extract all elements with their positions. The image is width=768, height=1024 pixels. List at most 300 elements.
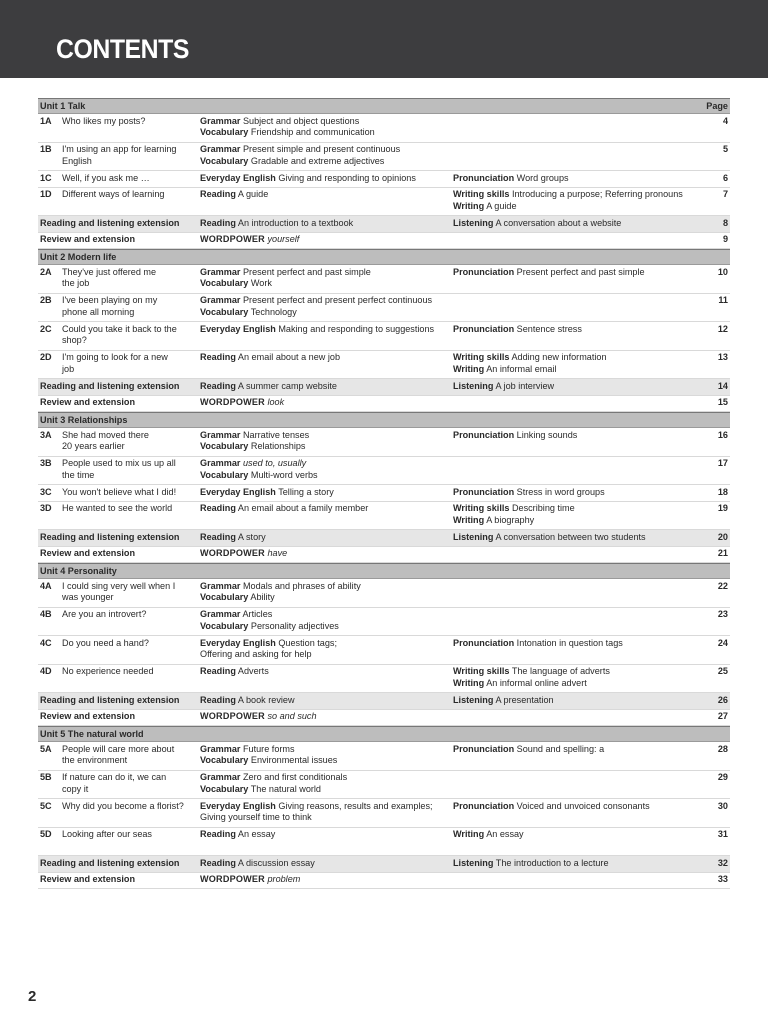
wordpower-word: look — [267, 397, 285, 407]
review-title: Review and extension — [40, 874, 136, 884]
skill-line — [200, 638, 452, 650]
wordpower-word: so and such — [267, 711, 317, 721]
grammar-vocab-cell — [200, 666, 452, 678]
skill-line — [200, 173, 452, 185]
extension-title: Reading and listening extension — [40, 857, 180, 868]
skill-name: Grammar — [200, 295, 241, 305]
skill-value: An essay — [237, 829, 276, 839]
skill-value: An essay — [486, 829, 524, 839]
lesson-row — [38, 322, 730, 351]
skill-line — [453, 532, 715, 544]
wordpower-word: problem — [267, 874, 301, 884]
skill-line — [200, 156, 452, 168]
unit-header — [38, 249, 730, 265]
skill-name: Listening — [453, 857, 494, 868]
skill-value: Sound and spelling: a — [516, 743, 605, 754]
lesson-title-line: I've been playing on my — [62, 295, 158, 305]
skill-line — [200, 592, 452, 604]
grammar-vocab-cell — [200, 695, 452, 707]
skill-value: The introduction to a lecture — [495, 857, 609, 868]
skill-line — [453, 173, 715, 185]
extension-row — [38, 530, 730, 547]
skill-line — [200, 430, 452, 442]
skill-name: Writing — [453, 363, 485, 374]
skill-line — [453, 858, 715, 870]
pronunciation-writing-cell — [453, 829, 715, 841]
skill-value: A summer camp website — [237, 380, 337, 391]
grammar-vocab-cell — [200, 458, 452, 481]
skill-name: Writing — [453, 677, 485, 688]
lesson-title-line: Who likes my posts? — [62, 115, 146, 126]
skill-line — [200, 295, 452, 307]
lesson-title-line: job — [62, 363, 75, 374]
grammar-vocab-cell — [200, 381, 452, 393]
lesson-code: 5C — [40, 800, 52, 811]
skill-line — [200, 189, 452, 201]
extension-title: Reading and listening extension — [40, 694, 180, 705]
grammar-vocab-cell — [200, 295, 452, 318]
skill-value: A presentation — [495, 694, 554, 705]
lesson-row — [38, 485, 730, 502]
skill-name: Listening — [453, 217, 494, 228]
wordpower-cell — [200, 234, 452, 246]
page-reference: 25 — [717, 666, 728, 676]
skill-name: Vocabulary — [200, 127, 249, 137]
skill-name: Everyday English — [200, 637, 276, 648]
skill-name: Everyday English — [200, 800, 276, 811]
lesson-code: 4D — [40, 666, 52, 676]
unit-label: Unit 3 Relationships — [40, 414, 128, 425]
pronunciation-writing-cell — [453, 267, 715, 279]
lesson-title-line: You won't believe what I did! — [62, 486, 177, 497]
lesson-title — [62, 666, 198, 678]
pronunciation-writing-cell — [453, 858, 715, 870]
skill-name: Reading — [200, 531, 236, 542]
skill-name: Listening — [453, 380, 494, 391]
skill-line — [453, 503, 715, 515]
lesson-title — [62, 772, 198, 795]
unit-header — [38, 98, 730, 114]
skill-name: Grammar — [200, 772, 241, 782]
lesson-code: 1A — [40, 115, 52, 126]
lesson-title-line: No experience needed — [62, 666, 154, 676]
lesson-title-line: the job — [62, 278, 90, 288]
skill-line — [200, 352, 452, 364]
skill-value: Articles — [242, 609, 273, 619]
pronunciation-writing-cell — [453, 532, 715, 544]
pronunciation-writing-cell — [453, 218, 715, 230]
skill-value: The language of adverts — [511, 666, 610, 676]
lesson-title-line: She had moved there — [62, 429, 149, 440]
skill-name: Pronunciation — [453, 637, 515, 648]
review-title: Review and extension — [40, 234, 136, 244]
skill-line — [200, 649, 452, 661]
skill-line — [200, 381, 452, 393]
lesson-title-line: Looking after our seas — [62, 829, 152, 839]
skill-name: Writing — [453, 829, 485, 839]
lesson-row — [38, 828, 730, 857]
skill-name: Reading — [200, 666, 236, 676]
grammar-vocab-cell — [200, 609, 452, 632]
page-reference: 11 — [718, 295, 728, 305]
skill-value: Word groups — [516, 172, 569, 183]
pronunciation-writing-cell — [453, 352, 715, 375]
skill-line — [200, 744, 452, 756]
lesson-code: 2B — [40, 295, 52, 305]
page-reference: 8 — [722, 217, 728, 228]
skill-name: Vocabulary — [200, 783, 249, 794]
pronunciation-writing-cell — [453, 324, 715, 336]
grammar-vocab-cell — [200, 352, 452, 364]
skill-line — [453, 638, 715, 650]
skill-line — [453, 324, 715, 336]
skill-name: Listening — [453, 694, 494, 705]
skill-name: Vocabulary — [200, 278, 249, 288]
skill-line — [200, 755, 452, 767]
skill-value: Voiced and unvoiced consonants — [516, 800, 650, 811]
lesson-row — [38, 171, 730, 188]
skill-value: Technology — [250, 306, 297, 317]
skill-value: Adverts — [237, 666, 269, 676]
skill-value: Stress in word groups — [516, 486, 605, 497]
skill-line — [453, 666, 715, 678]
skill-line — [200, 532, 452, 544]
skill-name: Pronunciation — [453, 323, 515, 334]
page-reference: 31 — [717, 829, 728, 839]
skill-name: Pronunciation — [453, 172, 515, 183]
skill-value: used to, usually — [242, 458, 307, 468]
lesson-title — [62, 267, 198, 290]
review-title: Review and extension — [40, 548, 136, 558]
pronunciation-writing-cell — [453, 695, 715, 707]
skill-value: Sentence stress — [516, 323, 582, 334]
skill-line — [200, 267, 452, 279]
pronunciation-writing-cell — [453, 487, 715, 499]
lesson-code: 5D — [40, 829, 52, 839]
skill-name: Vocabulary — [200, 469, 249, 480]
skill-line — [200, 307, 452, 319]
lesson-title-line: I could sing very well when I — [62, 580, 176, 591]
grammar-vocab-cell — [200, 144, 452, 167]
page-reference: 20 — [717, 531, 728, 542]
skill-line — [200, 116, 452, 128]
skill-name: Writing skills — [453, 666, 510, 676]
skill-name: Grammar — [200, 580, 241, 591]
lesson-row — [38, 143, 730, 172]
page-reference: 12 — [717, 323, 728, 334]
skill-line — [453, 267, 715, 279]
skill-value: Question tags; — [278, 637, 337, 648]
review-row — [38, 233, 730, 250]
lesson-row — [38, 502, 730, 531]
extension-row — [38, 856, 730, 873]
lesson-title-line: English — [62, 155, 92, 166]
skill-name: Reading — [200, 829, 236, 839]
review-row — [38, 710, 730, 727]
skill-value: Linking sounds — [516, 429, 578, 440]
page-column-label: Page — [706, 101, 728, 111]
lesson-title — [62, 487, 198, 499]
skill-line — [453, 430, 715, 442]
skill-line — [200, 278, 452, 290]
skill-value: Zero and first conditionals — [242, 772, 348, 782]
lesson-title-line: I'm going to look for a new — [62, 352, 168, 362]
skill-value: Ability — [250, 592, 275, 602]
skill-line — [453, 829, 715, 841]
lesson-row — [38, 188, 730, 217]
skill-value: Subject and object questions — [242, 115, 360, 126]
page-reference: 21 — [717, 548, 728, 558]
page-reference: 33 — [717, 874, 728, 884]
skill-name: Reading — [200, 217, 236, 228]
skill-line — [200, 144, 452, 156]
skill-name: Vocabulary — [200, 755, 249, 765]
extension-title: Reading and listening extension — [40, 531, 180, 542]
wordpower-label: WORDPOWER — [200, 234, 265, 244]
skill-line — [200, 487, 452, 499]
pronunciation-writing-cell — [453, 666, 715, 689]
skill-value: An introduction to a textbook — [237, 217, 354, 228]
review-row — [38, 873, 730, 890]
page-reference: 19 — [717, 503, 728, 513]
skill-value: Personality adjectives — [250, 620, 339, 631]
skill-line — [453, 487, 715, 499]
skill-name: Reading — [200, 503, 236, 513]
grammar-vocab-cell — [200, 858, 452, 870]
skill-name: Listening — [453, 531, 494, 542]
lesson-title-line: was younger — [62, 592, 114, 602]
skill-value: Introducing a purpose; Referring pronouns — [511, 189, 683, 199]
skill-line — [200, 458, 452, 470]
skill-line — [200, 470, 452, 482]
skill-value: An informal email — [486, 363, 557, 374]
wordpower-word: have — [267, 548, 288, 558]
wordpower-cell — [200, 548, 452, 560]
lesson-code: 5A — [40, 743, 52, 754]
skill-line — [200, 801, 452, 813]
unit-label: Unit 1 Talk — [40, 100, 86, 111]
extension-row — [38, 379, 730, 396]
skill-value: Adding new information — [511, 352, 607, 362]
lesson-title — [62, 295, 198, 318]
page-reference: 28 — [717, 743, 728, 754]
wordpower-cell — [200, 711, 452, 723]
page-reference: 18 — [717, 486, 728, 497]
skill-line — [453, 201, 715, 213]
skill-line — [453, 189, 715, 201]
page-reference: 24 — [717, 637, 728, 648]
lesson-title-line: copy it — [62, 783, 89, 794]
review-row — [38, 547, 730, 564]
skill-value: An email about a family member — [237, 503, 369, 513]
skill-name: Pronunciation — [453, 429, 515, 440]
skill-value: Modals and phrases of ability — [242, 580, 361, 591]
grammar-vocab-cell — [200, 267, 452, 290]
skill-name: Everyday English — [200, 323, 276, 334]
grammar-vocab-cell — [200, 744, 452, 767]
skill-value: A book review — [237, 694, 295, 705]
skill-line — [453, 744, 715, 756]
lesson-title — [62, 581, 198, 604]
wordpower-label: WORDPOWER — [200, 397, 265, 407]
grammar-vocab-cell — [200, 116, 452, 139]
lesson-title — [62, 638, 198, 650]
lesson-row — [38, 428, 730, 457]
page-reference: 13 — [717, 352, 728, 362]
skill-name: Reading — [200, 857, 236, 868]
page-title: CONTENTS — [56, 34, 189, 64]
lesson-code: 3C — [40, 486, 52, 497]
skill-value: A guide — [237, 189, 269, 199]
skill-name: Grammar — [200, 743, 241, 754]
grammar-vocab-cell — [200, 801, 452, 824]
page-reference: 16 — [717, 429, 728, 440]
lesson-title-line: I'm using an app for learning — [62, 144, 177, 154]
skill-value: A story — [237, 531, 266, 542]
page-reference: 4 — [722, 115, 728, 126]
unit-header — [38, 412, 730, 428]
page-reference: 27 — [717, 711, 728, 721]
page-reference: 5 — [722, 144, 728, 154]
skill-line — [200, 127, 452, 139]
skill-line — [453, 801, 715, 813]
skill-name: Reading — [200, 380, 236, 391]
lesson-row — [38, 665, 730, 694]
skill-name: Writing — [453, 514, 485, 525]
lesson-row — [38, 608, 730, 637]
wordpower-label: WORDPOWER — [200, 711, 265, 721]
skill-value: The natural world — [250, 783, 321, 794]
page-reference: 23 — [717, 609, 728, 619]
skill-name: Vocabulary — [200, 592, 249, 602]
pronunciation-writing-cell — [453, 430, 715, 442]
skill-line — [453, 218, 715, 230]
skill-value: Making and responding to suggestions — [278, 323, 435, 334]
lesson-title-line: Do you need a hand? — [62, 637, 149, 648]
skill-value: Telling a story — [278, 486, 334, 497]
lesson-title — [62, 352, 198, 375]
header-band — [0, 0, 768, 78]
skill-value: An email about a new job — [237, 352, 341, 362]
page-reference: 32 — [717, 857, 728, 868]
skill-line — [200, 829, 452, 841]
skill-name: Grammar — [200, 458, 241, 468]
skill-name: Pronunciation — [453, 800, 515, 811]
grammar-vocab-cell — [200, 430, 452, 453]
page-reference: 7 — [722, 189, 728, 199]
skill-line — [453, 352, 715, 364]
skill-line — [453, 364, 715, 376]
lesson-row — [38, 742, 730, 771]
wordpower-label: WORDPOWER — [200, 548, 265, 558]
skill-value: Giving reasons, results and examples; — [278, 800, 433, 811]
lesson-title — [62, 430, 198, 453]
lesson-title — [62, 173, 198, 185]
skill-line — [200, 609, 452, 621]
skill-value: Present perfect and past simple — [242, 266, 371, 277]
lesson-title-line: People used to mix us up all — [62, 458, 176, 468]
pronunciation-writing-cell — [453, 503, 715, 526]
grammar-vocab-cell — [200, 772, 452, 795]
lesson-code: 3A — [40, 429, 52, 440]
skill-name: Writing skills — [453, 352, 510, 362]
grammar-vocab-cell — [200, 218, 452, 230]
grammar-vocab-cell — [200, 581, 452, 604]
skill-line — [200, 218, 452, 230]
wordpower-cell — [200, 874, 452, 886]
page-reference: 17 — [717, 458, 728, 468]
skill-line — [200, 695, 452, 707]
lesson-row — [38, 799, 730, 828]
page-reference: 30 — [717, 800, 728, 811]
lesson-title-line: He wanted to see the world — [62, 503, 173, 513]
skill-name: Vocabulary — [200, 155, 249, 166]
skill-name: Pronunciation — [453, 486, 515, 497]
lesson-code: 4A — [40, 580, 52, 591]
skill-value: A conversation between two students — [495, 531, 646, 542]
pronunciation-writing-cell — [453, 638, 715, 650]
wordpower-word: yourself — [267, 234, 300, 244]
lesson-title — [62, 829, 198, 841]
lesson-row — [38, 771, 730, 800]
skill-line — [200, 666, 452, 678]
skill-value: Giving and responding to opinions — [278, 172, 416, 183]
unit-label: Unit 5 The natural world — [40, 728, 144, 739]
lesson-row — [38, 351, 730, 380]
page-reference: 10 — [717, 266, 728, 277]
lesson-title — [62, 609, 198, 621]
pronunciation-writing-cell — [453, 744, 715, 756]
skill-value: Multi-word verbs — [250, 469, 318, 480]
lesson-title-line: Could you take it back to the — [62, 323, 177, 334]
skill-value: Giving yourself time to think — [200, 812, 312, 822]
skill-line — [453, 678, 715, 690]
page-reference: 26 — [717, 694, 728, 705]
page-reference: 22 — [717, 580, 728, 591]
grammar-vocab-cell — [200, 829, 452, 841]
lesson-title — [62, 503, 198, 515]
lesson-title-line: Well, if you ask me … — [62, 172, 150, 183]
skill-name: Reading — [200, 352, 236, 362]
grammar-vocab-cell — [200, 173, 452, 185]
review-row — [38, 396, 730, 413]
pronunciation-writing-cell — [453, 173, 715, 185]
lesson-code: 1D — [40, 189, 52, 199]
skill-value: Work — [250, 278, 272, 288]
page-reference: 15 — [717, 397, 728, 407]
skill-line — [200, 503, 452, 515]
skill-name: Vocabulary — [200, 306, 249, 317]
skill-name: Grammar — [200, 115, 241, 126]
lesson-title-line: If nature can do it, we can — [62, 772, 167, 782]
grammar-vocab-cell — [200, 503, 452, 515]
skill-line — [200, 784, 452, 796]
skill-value: An informal online advert — [486, 677, 587, 688]
lesson-code: 3B — [40, 458, 52, 468]
grammar-vocab-cell — [200, 487, 452, 499]
skill-name: Writing skills — [453, 189, 510, 199]
skill-value: Narrative tenses — [242, 429, 310, 440]
lesson-code: 1C — [40, 172, 52, 183]
lesson-title-line: 20 years earlier — [62, 441, 125, 451]
lesson-code: 2C — [40, 323, 52, 334]
lesson-code: 3D — [40, 503, 52, 513]
wordpower-cell — [200, 397, 452, 409]
skill-name: Vocabulary — [200, 441, 249, 451]
grammar-vocab-cell — [200, 532, 452, 544]
skill-line — [200, 621, 452, 633]
lesson-title — [62, 116, 198, 128]
